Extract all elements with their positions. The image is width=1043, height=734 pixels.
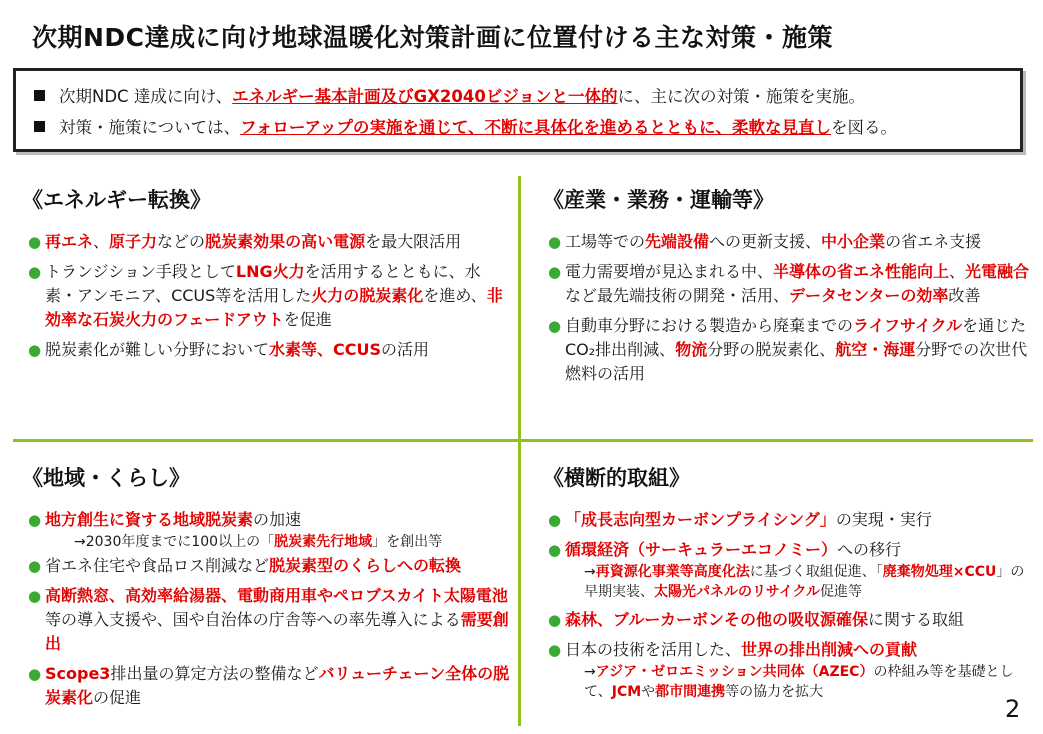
list-item	[548, 230, 1032, 254]
summary-1-text-a: 次期NDC 達成に向け、	[59, 87, 233, 106]
text: 分野の脱炭素化、	[707, 340, 836, 359]
summary-1-emphasis: エネルギー基本計画及びGX2040ビジョンと一体的	[232, 87, 618, 106]
text: を促進	[283, 310, 332, 329]
page-number: 2	[1005, 695, 1021, 723]
highlight: 森林、ブルーカーボンその他の吸収源確保	[565, 610, 869, 629]
text: 排出量の算定方法の整備など	[110, 664, 319, 683]
list-item	[548, 314, 1032, 386]
list-item	[548, 260, 1032, 308]
vertical-divider	[518, 176, 521, 726]
text: を活用するとともに、水素・アンモニア、CCUS等を活用した	[45, 262, 481, 305]
text: →	[584, 564, 596, 580]
bullet-dot-icon: ●	[548, 611, 562, 629]
summary-1-text-c: に、主に次の対策・施策を実施。	[617, 87, 866, 106]
industry-heading: 《産業・業務・運輸等》	[543, 188, 774, 212]
bullet-dot-icon: ●	[548, 511, 562, 529]
industry-section	[548, 230, 1032, 392]
highlight: 循環経済（サーキュラーエコノミー）	[565, 540, 838, 559]
list-item	[28, 662, 514, 710]
highlight: 脱炭素型のくらしへの転換	[269, 556, 462, 575]
text: に基づく取組促進、「	[749, 564, 883, 580]
text: の枠組み等を基礎として、	[584, 664, 1014, 700]
text: の実現・実行	[835, 510, 932, 529]
highlight: 中小企業	[821, 232, 886, 251]
highlight: データセンターの効率	[789, 286, 949, 305]
bullet-dot-icon: ●	[548, 263, 562, 281]
text: の促進	[93, 688, 142, 707]
bullet-dot-icon: ●	[28, 557, 42, 575]
list-item	[28, 584, 514, 656]
summary-2-text-a: 対策・施策については、	[59, 118, 241, 137]
bullet-dot-icon: ●	[548, 541, 562, 559]
text: 、	[93, 232, 110, 251]
highlight: 需要創出	[45, 610, 509, 653]
highlight: ライフサイクル	[853, 316, 963, 335]
list-item	[28, 338, 510, 362]
text: 、	[949, 262, 966, 281]
highlight: JCM	[611, 684, 642, 700]
text: の活用	[381, 340, 430, 359]
energy-heading: 《エネルギー転換》	[22, 188, 211, 212]
bullet-dot-icon: ●	[28, 665, 42, 683]
highlight: 「成長志向型カーボンプライシング」	[565, 510, 836, 529]
text: 脱炭素化が難しい分野において	[45, 340, 270, 359]
page-title: 次期NDC達成に向け地球温暖化対策計画に位置付ける主な対策・施策	[32, 23, 834, 52]
list-item	[28, 508, 514, 532]
text: →	[584, 664, 596, 680]
list-item	[548, 508, 1032, 532]
text: を通じたCO₂排出削減、	[565, 316, 1027, 359]
energy-section	[28, 230, 510, 368]
text: 」の早期実装、	[584, 564, 1025, 600]
highlight: 再エネ	[45, 232, 94, 251]
text: 等の導入支援や、国や自治体の庁舎等への率先導入による	[45, 610, 461, 629]
highlight: 太陽光パネルのリサイクル	[654, 584, 821, 600]
highlight: Scope3	[45, 664, 111, 683]
highlight: 脱炭素効果の高い電源	[205, 232, 366, 251]
bullet-dot-icon: ●	[548, 317, 562, 335]
bullet-dot-icon: ●	[28, 341, 42, 359]
sub-item	[548, 662, 1032, 702]
text: 省エネ住宅や食品ロス削減など	[45, 556, 270, 575]
text: 改善	[948, 286, 981, 305]
text: →2030年度までに100以上の「	[74, 534, 275, 550]
highlight: アジア・ゼロエミッション共同体（AZEC）	[595, 664, 874, 680]
highlight: 脱炭素先行地域	[274, 534, 373, 550]
list-item	[28, 230, 510, 254]
horizontal-divider	[13, 439, 1033, 442]
highlight: 地方創生に資する地域脱炭素	[45, 510, 254, 529]
text: 電力需要増が見込まれる中、	[565, 262, 774, 281]
sub-item	[548, 562, 1032, 602]
highlight: 世界の排出削減への貢献	[741, 640, 918, 659]
square-bullet-icon	[34, 121, 45, 132]
highlight: LNG火力	[235, 262, 305, 281]
sub-item	[28, 532, 514, 552]
summary-line-1	[34, 81, 1020, 112]
summary-line-2	[34, 112, 1020, 143]
list-item	[548, 538, 1032, 562]
bullet-dot-icon: ●	[548, 641, 562, 659]
highlight: 先端設備	[645, 232, 710, 251]
highlight: 原子力	[109, 232, 158, 251]
text: などの	[157, 232, 206, 251]
text: トランジション手段として	[45, 262, 236, 281]
region-section	[28, 508, 514, 716]
summary-2-emphasis: フォローアップの実施を通じて、不断に具体化を進めるとともに、柔軟な見直し	[240, 118, 832, 137]
summary-box	[13, 68, 1023, 152]
text: 等の協力を拡大	[725, 684, 824, 700]
list-item	[28, 260, 510, 332]
text: 日本の技術を活用した、	[565, 640, 742, 659]
highlight: 水素等、CCUS	[269, 340, 382, 359]
region-heading: 《地域・くらし》	[22, 466, 190, 490]
text: を最大限活用	[365, 232, 462, 251]
text: への移行	[837, 540, 902, 559]
text: を進め、	[423, 286, 487, 305]
highlight: 都市間連携	[655, 684, 726, 700]
list-item	[548, 638, 1032, 662]
highlight: 再資源化事業等高度化法	[595, 564, 750, 580]
bullet-dot-icon: ●	[28, 511, 42, 529]
highlight: 光電融合	[965, 262, 1030, 281]
highlight: 非効率な石炭火力のフェードアウト	[45, 286, 503, 329]
highlight: 航空・海運	[835, 340, 916, 359]
highlight: 火力の脱炭素化	[311, 286, 424, 305]
text: 分野での次世代燃料の活用	[565, 340, 1028, 383]
text: 工場等での	[565, 232, 646, 251]
text: への更新支援、	[709, 232, 822, 251]
bullet-dot-icon: ●	[28, 263, 42, 281]
text: の加速	[253, 510, 302, 529]
text: 促進等	[820, 584, 863, 600]
cross-section	[548, 508, 1032, 708]
bullet-dot-icon: ●	[28, 233, 42, 251]
bullet-dot-icon: ●	[28, 587, 42, 605]
list-item	[28, 554, 514, 578]
highlight: 物流	[675, 340, 708, 359]
text: に関する取組	[868, 610, 965, 629]
cross-heading: 《横断的取組》	[543, 466, 690, 490]
highlight: バリューチェーン全体の脱炭素化	[45, 664, 510, 707]
highlight: 半導体の省エネ性能向上	[773, 262, 950, 281]
highlight: 廃棄物処理×CCU	[882, 564, 997, 580]
highlight: 高断熱窓、高効率給湯器、電動商用車やペロブスカイト太陽電池	[45, 586, 508, 605]
bullet-dot-icon: ●	[548, 233, 562, 251]
list-item	[548, 608, 1032, 632]
text: 自動車分野における製造から廃棄までの	[565, 316, 854, 335]
text: や	[641, 684, 656, 700]
text: の省エネ支援	[885, 232, 982, 251]
text: 」を創出等	[372, 534, 443, 550]
text: など最先端技術の開発・活用、	[565, 286, 790, 305]
square-bullet-icon	[34, 90, 45, 101]
summary-2-text-c: を図る。	[831, 118, 898, 137]
